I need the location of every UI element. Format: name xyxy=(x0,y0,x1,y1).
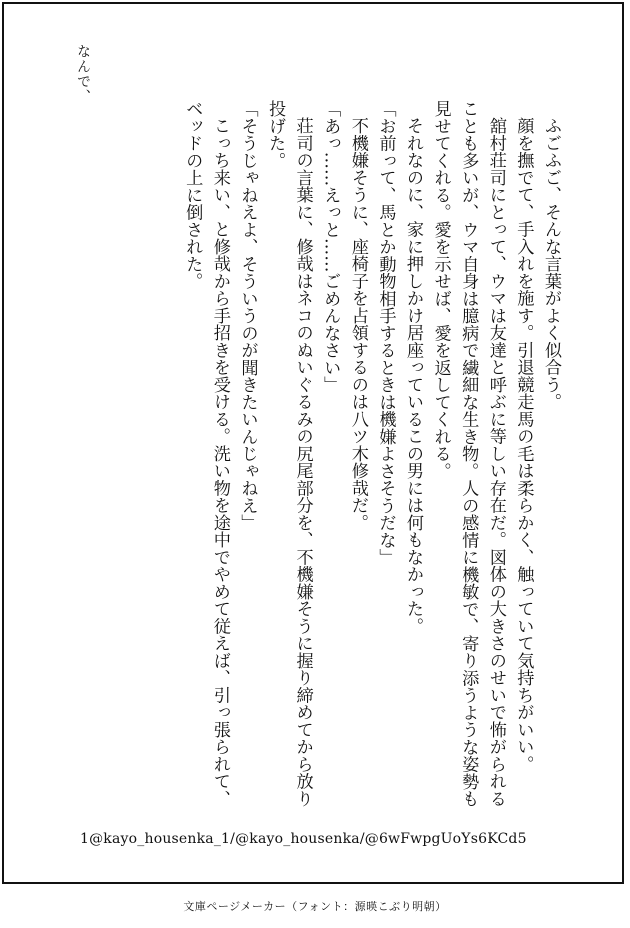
paragraph: こっち来い、と修哉から手招きを受ける。洗い物を途中でやめて従えば、引っ張られて、ベッドの上に倒された。 xyxy=(182,100,230,808)
paragraph: 不機嫌そうに、座椅子を占領するのは八ツ木修哉だ。 xyxy=(347,117,368,532)
paragraph: 荘司の言葉に、修哉はネコのぬいぐるみの尻尾部分を、不機嫌そうに握り締めてから放り投げた。 xyxy=(265,100,313,808)
credit-line: 1@kayo_housenka_1/@kayo_housenka/@6wFwpgUoYs6KCd5 xyxy=(80,831,527,847)
paragraph: それなのに、家に押しかけ居座っているこの男には何もなかった。 xyxy=(403,117,424,635)
body-text xyxy=(74,100,564,812)
dialogue-paragraph: 「お前って、馬とか動物相手するときは機嫌よさそうだな」 xyxy=(375,100,396,566)
paragraph: ふごふご、そんな言葉がよく似合う。 xyxy=(541,117,561,411)
paragraph: 舘村荘司にとって、ウマは友達と呼ぶに等しい存在だ。図体の大きさのせいで怖がられることも多いが、ウマ自身は臆病で繊細な生き物。人の感情に機敏で、寄り添うような姿勢も見せてくれる。愛を示せば、愛を返してくれる。 xyxy=(430,100,506,808)
page-frame xyxy=(2,2,624,884)
footer-caption: 文庫ページメーカー（フォント：源暎こぶり明朝） xyxy=(183,900,447,913)
dialogue-paragraph: 「そうじゃねえよ、そういうのが聞きたいんじゃねえ」 xyxy=(237,100,258,532)
dialogue-paragraph: 「あっ……えっと……ごめんなさい」 xyxy=(320,100,341,394)
paragraph: 顔を撫でて、手入れを施す。引退競走馬の毛は柔らかく、触っていて気持ちがいい。 xyxy=(513,117,534,773)
side-note: なんで、 xyxy=(75,44,91,104)
